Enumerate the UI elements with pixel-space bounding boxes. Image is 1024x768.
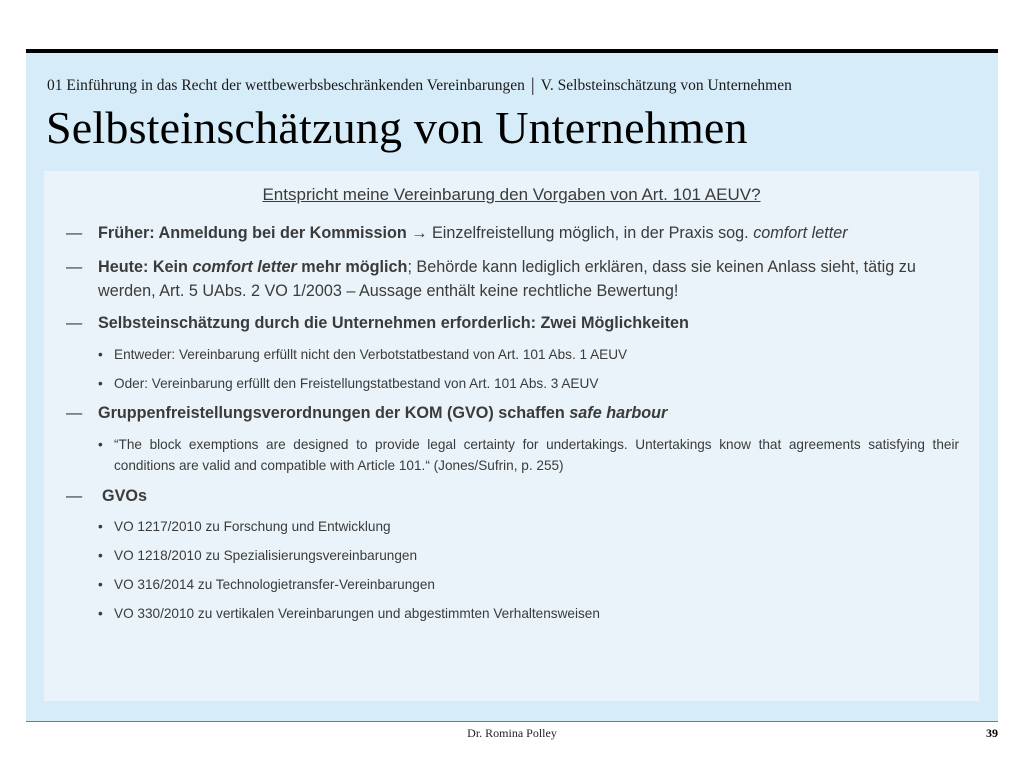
point-text [98, 255, 966, 303]
point-italic: comfort letter [753, 224, 848, 242]
sub-item-text: VO 1217/2010 zu Forschung und Entwicklung [114, 519, 391, 534]
bullet-marker: • [98, 347, 103, 362]
dash-marker: — [66, 314, 83, 332]
sub-item-text: VO 330/2010 zu vertikalen Vereinbarungen und abgestimmten Verhaltensweisen [114, 606, 600, 621]
sub-item-text: VO 316/2014 zu Technologietransfer-Vereinbarungen [114, 577, 435, 592]
bullet-marker: • [98, 577, 103, 592]
point-bold: Heute: Kein [98, 258, 193, 276]
subtitle-right: V. Selbsteinschätzung von Unternehmen [540, 77, 792, 94]
quote-text: “The block exemptions are designed to provide legal certainty for undertakings. Untertakings know that agreements satisfying their conditions are valid and compatible with Article 101.“ (Jones/Sufrin, p. 255) [114, 437, 959, 473]
dash-marker: — [66, 224, 83, 242]
section-subtitle [47, 74, 977, 96]
content-heading: Entspricht meine Vereinbarung den Vorgaben von Art. 101 AEUV? [262, 185, 761, 204]
content-panel [44, 171, 979, 701]
point-bold-italic: comfort letter [192, 258, 297, 276]
point-text [98, 401, 966, 425]
footer-author: Dr. Romina Polley [467, 726, 557, 740]
subtitle-separator: | [530, 75, 535, 96]
point-text [98, 221, 966, 245]
sub-item-text: Entweder: Vereinbarung erfüllt nicht den Verbotstatbestand von Art. 101 Abs. 1 AEUV [114, 347, 628, 362]
bullet-marker: • [98, 437, 103, 452]
point-bold-italic: safe harbour [569, 404, 668, 422]
sub-item-text: VO 1218/2010 zu Spezialisierungsvereinbarungen [114, 548, 418, 563]
sub-item-text: Oder: Vereinbarung erfüllt den Freistellungstatbestand von Art. 101 Abs. 3 AEUV [114, 376, 599, 391]
point-rest: ; Behörde kann lediglich erklären, dass sie keinen Anlass sieht, tätig zu werden, Art. 5 UAbs. 2 VO 1/2003 – Aussage enthält keine rechtliche Bewertung! [98, 258, 916, 300]
point-bold: Gruppenfreistellungsverordnungen der KOM (GVO) schaffen [98, 404, 570, 422]
slide-title: Selbsteinschätzung von Unternehmen [46, 102, 748, 153]
dash-marker: — [66, 258, 83, 276]
page-number: 39 [986, 726, 998, 740]
point-text [98, 311, 966, 335]
bullet-marker: • [98, 376, 103, 391]
point-bold: Früher: Anmeldung bei der Kommission [98, 224, 407, 242]
dash-marker: — [66, 487, 83, 505]
slide [26, 49, 998, 722]
point-bold-2: mehr möglich [296, 258, 408, 276]
bullet-marker: • [98, 519, 103, 534]
point-text [102, 484, 970, 508]
bullet-marker: • [98, 606, 103, 621]
point-rest: → Einzelfreistellung möglich, in der Praxis sog. [406, 224, 754, 242]
subtitle-left: 01 Einführung in das Recht der wettbewerbsbeschränkenden Vereinbarungen [47, 77, 525, 94]
point-bold: GVOs [102, 487, 147, 505]
point-bold: Selbsteinschätzung durch die Unternehmen erforderlich: Zwei Möglichkeiten [98, 314, 689, 332]
bullet-marker: • [98, 548, 103, 563]
dash-marker: — [66, 404, 83, 422]
